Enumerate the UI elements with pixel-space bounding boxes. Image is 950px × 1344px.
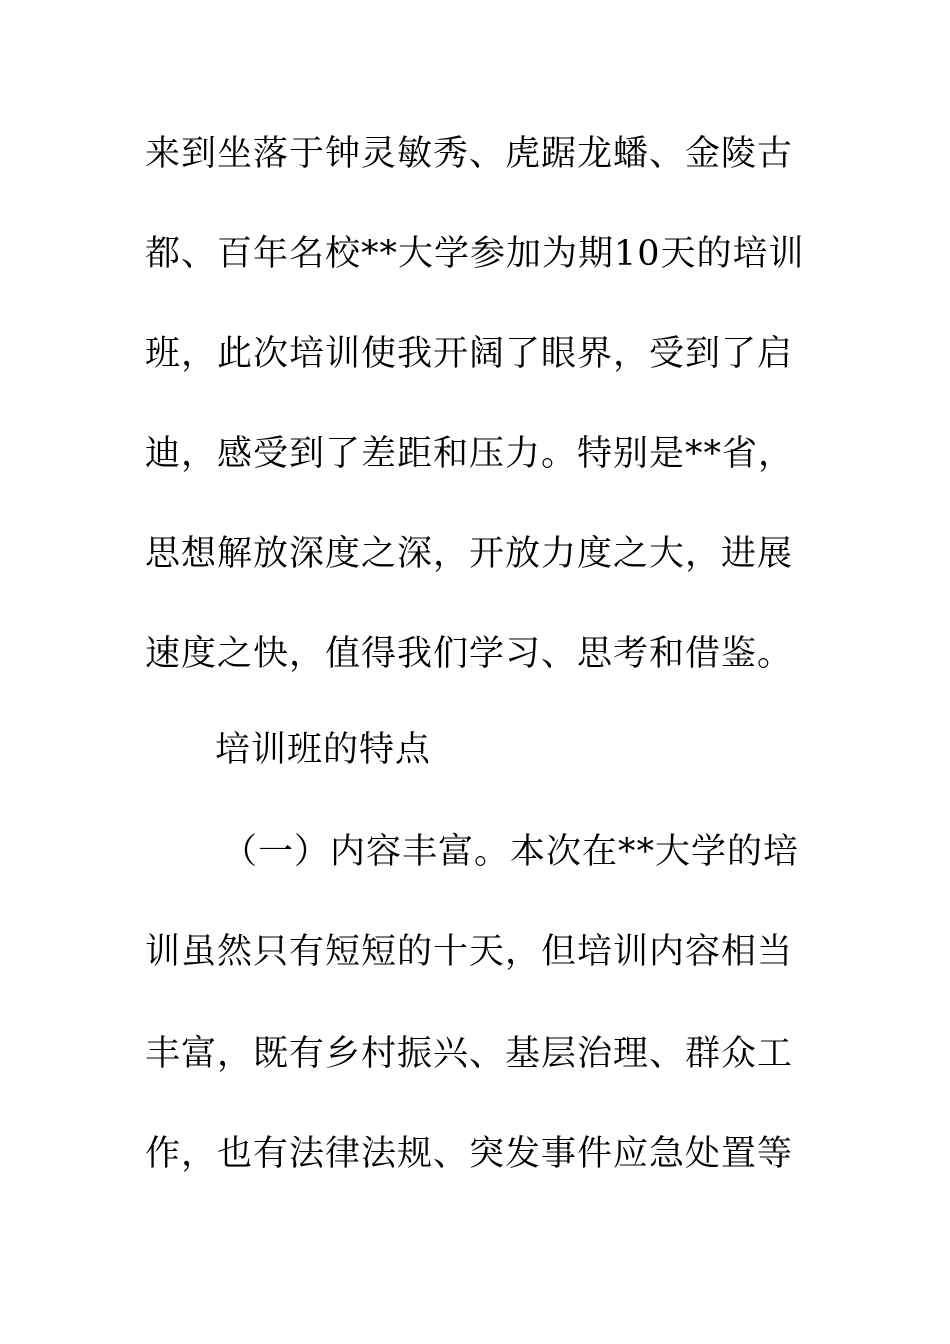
paragraph-line: 思想解放深度之深，开放力度之大，进展: [145, 534, 794, 574]
paragraph-line: 都、百年名校**大学参加为期10天的培训: [145, 234, 805, 274]
paragraph-line: 迪，感受到了差距和压力。特别是**省，: [145, 434, 795, 474]
paragraph-line: 来到坐落于钟灵敏秀、虎踞龙蟠、金陵古: [145, 134, 794, 174]
paragraph-line: 班，此次培训使我开阔了眼界，受到了启: [145, 334, 794, 374]
paragraph-line: 速度之快，值得我们学习、思考和借鉴。: [145, 634, 794, 674]
paragraph-line: 作，也有法律法规、突发事件应急处置等: [145, 1134, 794, 1174]
paragraph-line: 训虽然只有短短的十天，但培训内容相当: [145, 932, 794, 972]
section-heading: 培训班的特点: [215, 730, 432, 770]
paragraph-line: （一）内容丰富。本次在**大学的培: [222, 832, 800, 872]
paragraph-line: 丰富，既有乡村振兴、基层治理、群众工: [145, 1034, 794, 1074]
